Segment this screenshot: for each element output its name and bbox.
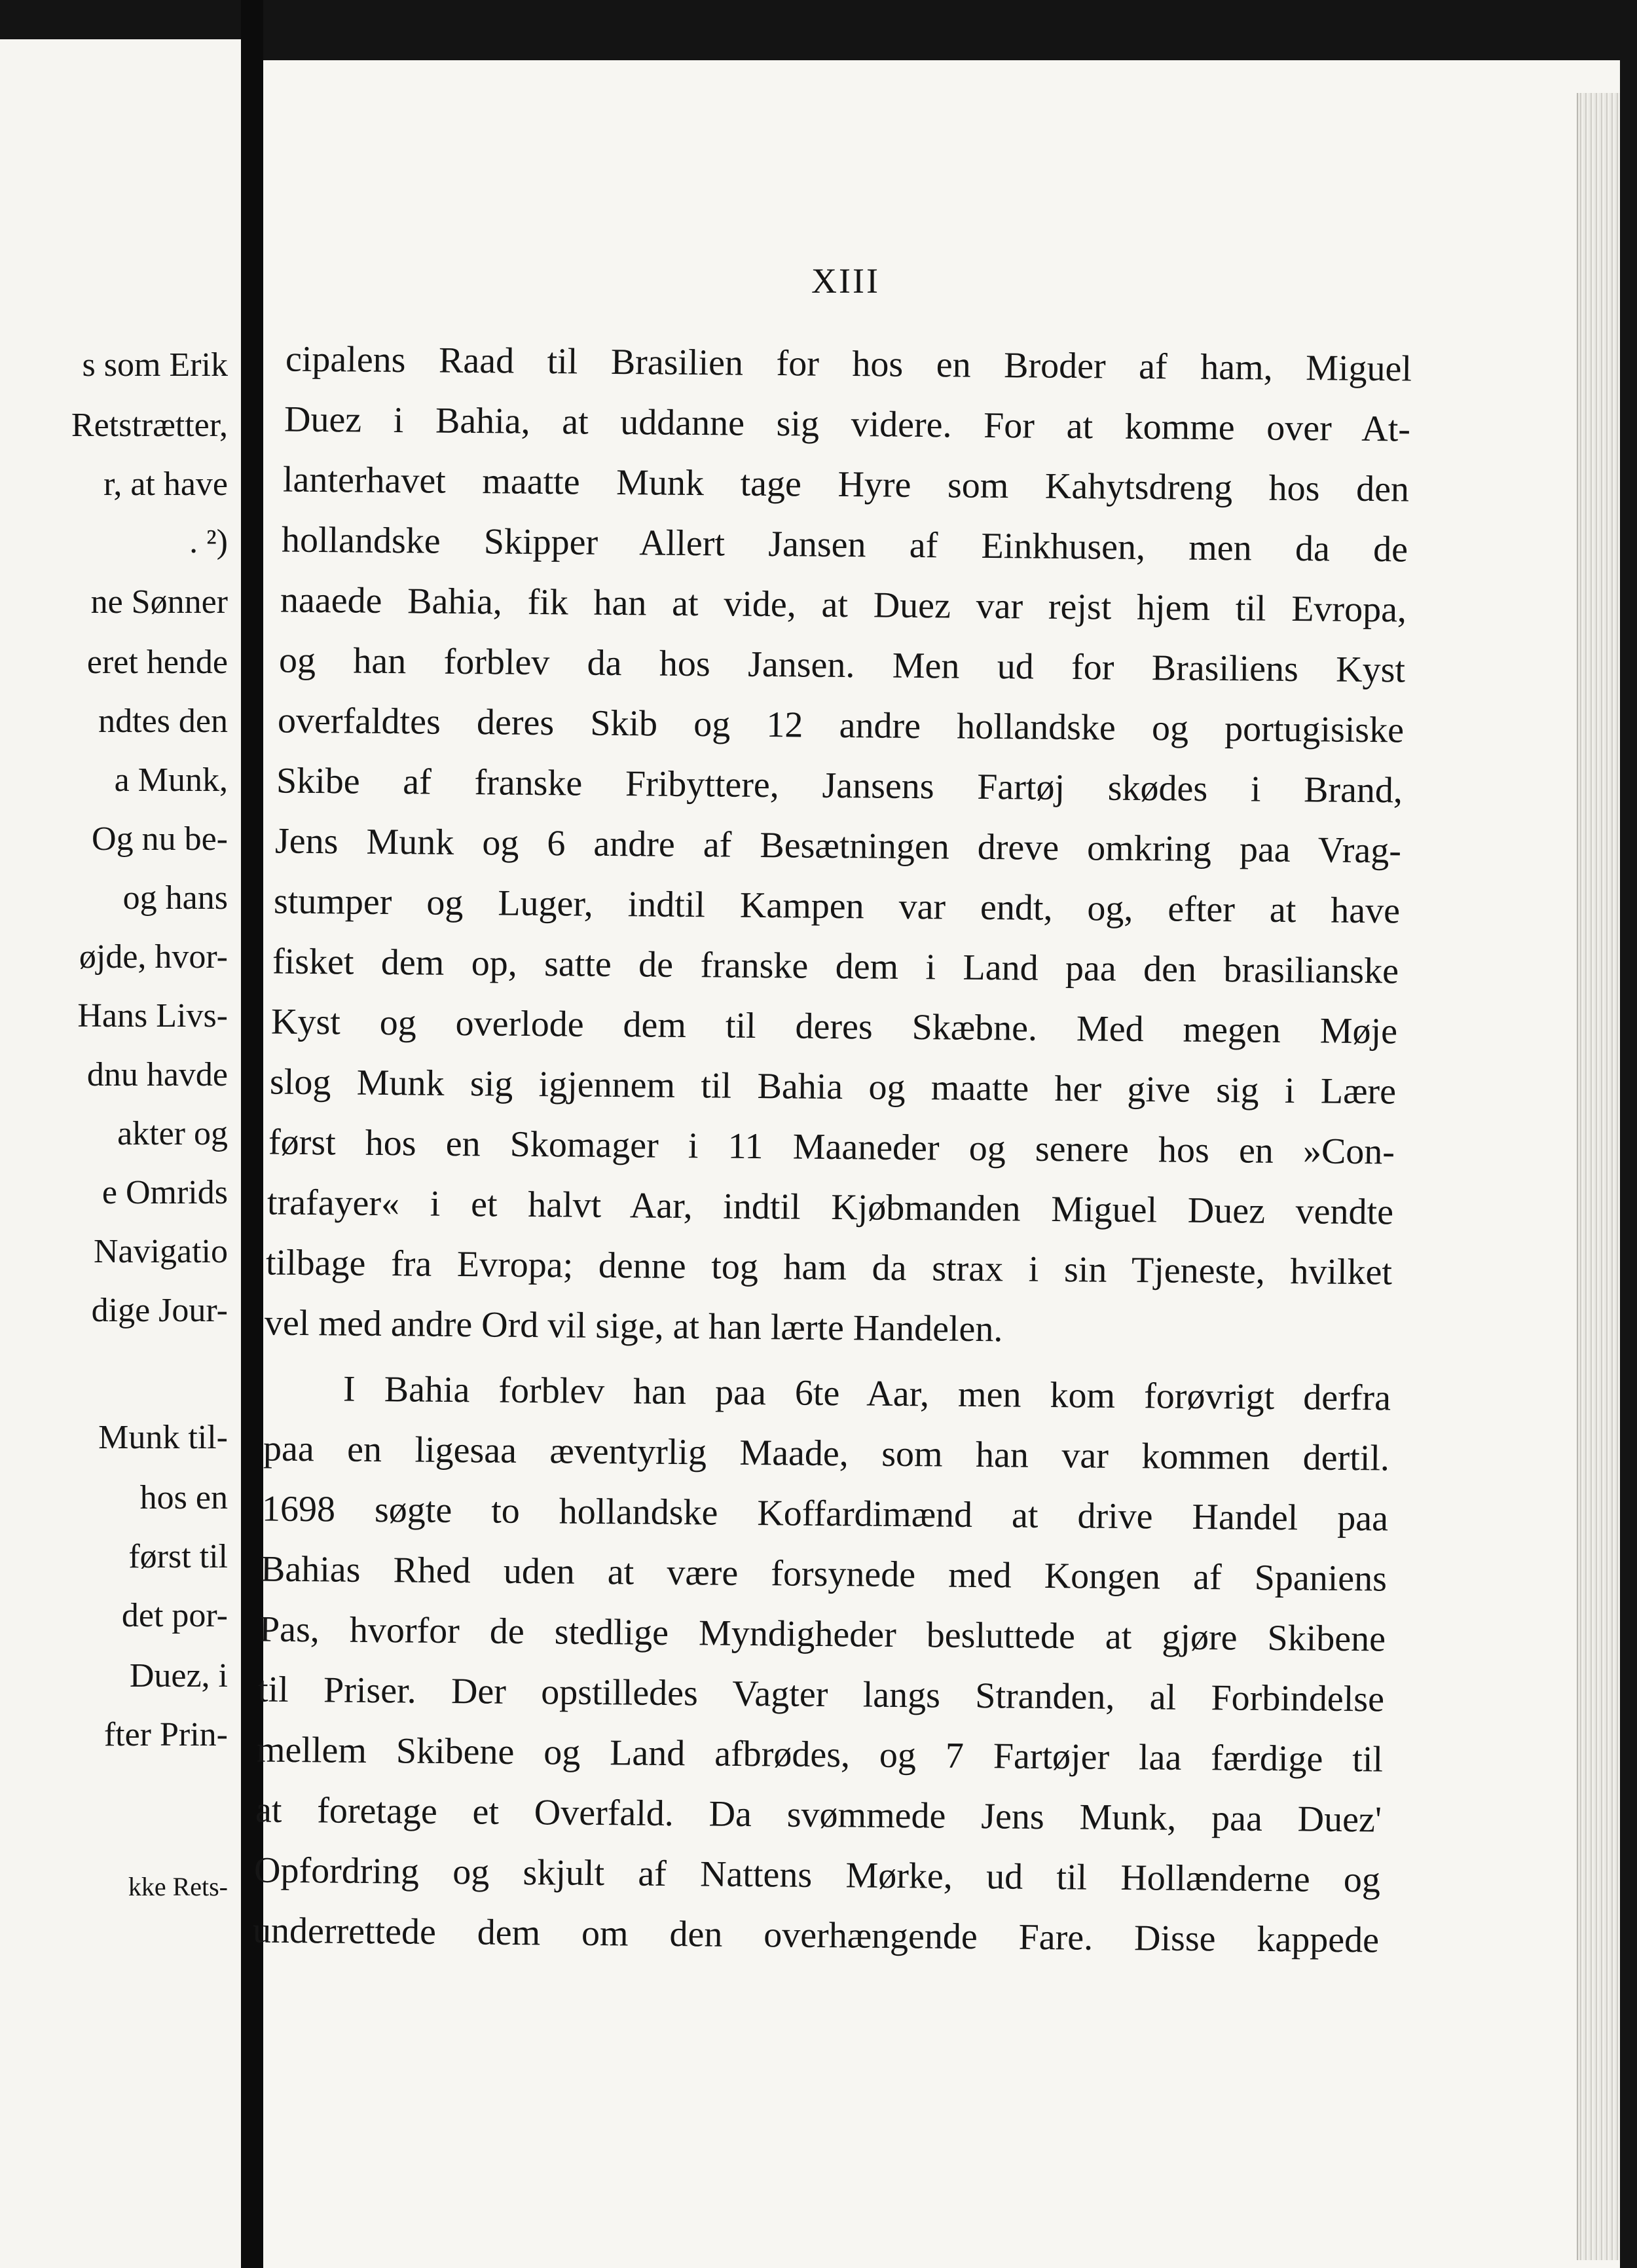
left-page-line: eret hende (86, 644, 228, 681)
text-line: tilbage fra Evropa; denne tog ham da strax i sin Tjeneste, hvilket (265, 1242, 1393, 1293)
left-page-line: og hans (122, 879, 228, 917)
text-line: naaede Bahia, fik han at vide, at Duez var rejst hjem til Evropa, (280, 579, 1407, 631)
left-page-line: dige Jour- (91, 1292, 228, 1329)
facing-page-fragment (0, 39, 241, 2268)
left-page-line: r, at have (103, 466, 228, 503)
text-line: Opfordring og skjult af Nattens Mørke, ud til Hollænderne og (253, 1850, 1381, 1901)
left-page-line: s som Erik (82, 346, 228, 384)
text-line: at foretage et Overfald. Da svømmede Jens Munk, paa Duez' (255, 1789, 1382, 1840)
left-page-line: ndtes den (98, 703, 228, 740)
text-line: slog Munk sig igjennem til Bahia og maatte her give sig i Lære (269, 1061, 1397, 1112)
left-page-line: Og nu be- (92, 820, 228, 858)
text-line: lanterhavet maatte Munk tage Hyre som Kahytsdreng hos den (282, 459, 1410, 510)
left-page-line: Retstrætter, (71, 407, 228, 444)
text-line: vel med andre Ord vil sige, at han lærte Handelen. (264, 1302, 1003, 1350)
left-page-line: . ²) (189, 523, 228, 560)
left-page-line: dnu havde (86, 1056, 228, 1093)
left-page-line: e Omrids (101, 1174, 228, 1211)
left-page-line: akter og (117, 1115, 228, 1152)
text-line: Pas, hvorfor de stedlige Myndigheder besluttede at gjøre Skibene (259, 1609, 1386, 1660)
text-line: mellem Skibene og Land afbrødes, og 7 Fartøjer laa færdige til (256, 1729, 1384, 1780)
left-page-line: først til (128, 1538, 228, 1575)
left-page-line: Navigatio (93, 1233, 228, 1270)
left-page-line: Duez, i (129, 1657, 228, 1694)
left-page-line: Munk til- (98, 1419, 228, 1456)
text-line: Duez i Bahia, at uddanne sig videre. For at komme over At- (284, 399, 1411, 450)
left-page-line: Hans Livs- (77, 997, 228, 1034)
text-line: underrettede dem om den overhængende Fare. Disse kappede (252, 1910, 1380, 1961)
left-page-line: hos en (139, 1479, 228, 1516)
text-line: cipalens Raad til Brasilien for hos en Broder af ham, Miguel (285, 338, 1412, 390)
page (252, 60, 1620, 2268)
left-page-footnote-line: kke Rets- (128, 1872, 228, 1901)
text-line: Kyst og overlode dem til deres Skæbne. Med megen Møje (270, 1001, 1398, 1052)
text-line: Bahias Rhed uden at være forsynede med Kongen af Spaniens (260, 1548, 1388, 1600)
left-page-line: øjde, hvor- (79, 938, 228, 976)
text-line: og han forblev da hos Jansen. Men ud for Brasiliens Kyst (278, 640, 1406, 691)
page-number: XIII (811, 261, 880, 301)
text-line: I Bahia forblev han paa 6te Aar, men kom forøvrigt derfra (342, 1368, 1391, 1419)
left-page-line: ne Sønner (90, 583, 228, 621)
text-line: til Priser. Der opstilledes Vagter langs Stranden, al Forbindelse (257, 1669, 1385, 1720)
text-line: først hos en Skomager i 11 Maaneder og senere hos en »Con- (268, 1122, 1395, 1173)
text-line: trafayer« i et halvt Aar, indtil Kjøbmanden Miguel Duez vendte (267, 1182, 1394, 1233)
left-page-line: fter Prin- (103, 1716, 228, 1753)
text-line: paa en ligesaa æventyrlig Maade, som han var kommen dertil. (263, 1428, 1390, 1479)
text-line: overfaldtes deres Skib og 12 andre hollandske og portugisiske (277, 700, 1405, 751)
body-text (252, 60, 1620, 2268)
left-page-line: a Munk, (114, 761, 228, 799)
text-line: fisket dem op, satte de franske dem i Land paa den brasilianske (272, 941, 1399, 992)
text-line: stumper og Luger, indtil Kampen var endt, og, efter at have (273, 881, 1401, 932)
text-line: Jens Munk og 6 andre af Besætningen dreve omkring paa Vrag- (274, 820, 1402, 871)
left-page-line: det por- (121, 1597, 228, 1634)
text-line: Skibe af franske Fribyttere, Jansens Fartøj skødes i Brand, (276, 760, 1403, 811)
text-line: hollandske Skipper Allert Jansen af Einkhusen, men da de (281, 519, 1408, 570)
text-line: 1698 søgte to hollandske Koffardimænd at drive Handel paa (261, 1488, 1389, 1539)
